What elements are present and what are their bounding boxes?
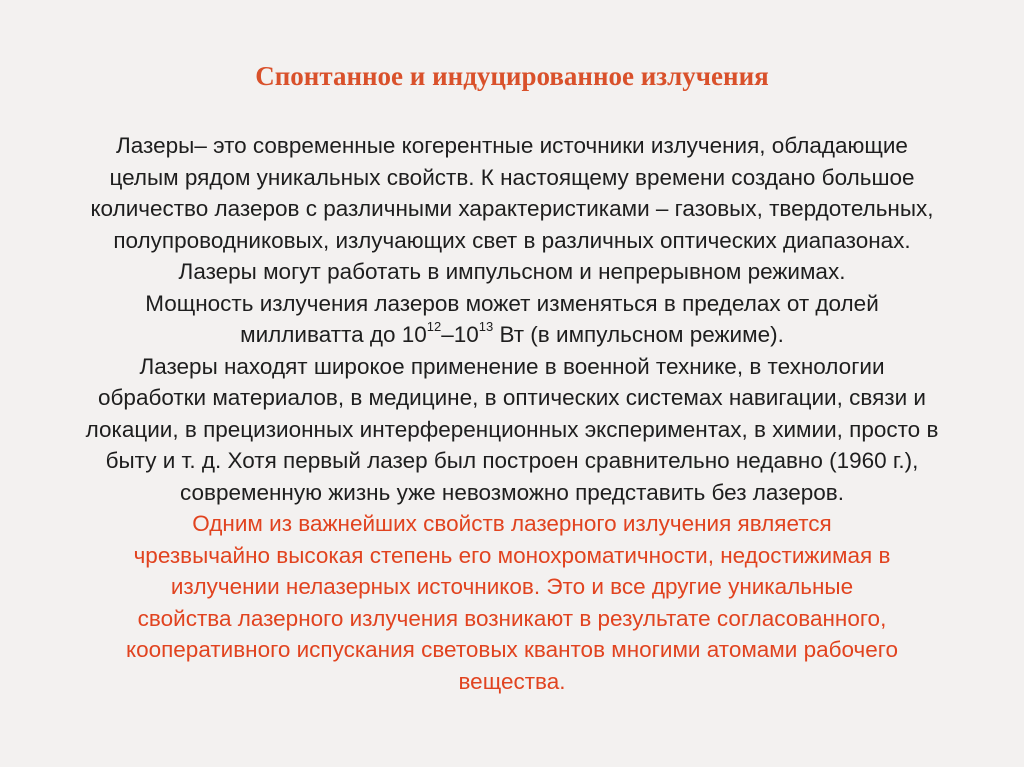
highlight-line: Одним из важнейших свойств лазерного излучения является <box>192 511 832 536</box>
body-line: количество лазеров с различными характеристиками – газовых, твердотельных, <box>90 196 934 221</box>
body-line: обработки материалов, в медицине, в оптических системах навигации, связи и <box>98 385 926 410</box>
body-line: Лазеры– это современные когерентные источники излучения, обладающие <box>116 133 908 158</box>
highlight-line: излучении нелазерных источников. Это и все другие уникальные <box>170 574 854 599</box>
slide-title: Спонтанное и индуцированное излучения <box>255 61 769 91</box>
body-line: Лазеры могут работать в импульсном и непрерывном режимах. <box>178 259 846 284</box>
highlight-line: чрезвычайно высокая степень его монохроматичности, недостижимая в <box>133 542 891 568</box>
body-line: Лазеры находят широкое применение в военной технике, в технологии <box>139 353 885 379</box>
highlight-line: кооперативного испускания световых квантов многими атомами рабочего <box>125 637 898 662</box>
power-exponent-high: 13 <box>478 318 494 334</box>
body-line: целым рядом уникальных свойств. К настоящему времени создано большое <box>109 164 915 190</box>
power-suffix: Вт (в импульсном режиме). <box>493 322 784 347</box>
power-prefix: милливатта до 10 <box>240 322 427 347</box>
body-line: локации, в прецизионных интерференционных экспериментах, в химии, просто в <box>85 416 939 442</box>
body-line: современную жизнь уже невозможно представить без лазеров. <box>180 479 844 505</box>
power-range-line <box>30 319 994 351</box>
highlight-line: свойства лазерного излучения возникают в результате согласованного, <box>137 605 887 631</box>
slide-body <box>30 130 994 697</box>
highlight-line: вещества. <box>458 668 566 694</box>
power-mid: –10 <box>441 322 479 347</box>
body-line: быту и т. д. Хотя первый лазер был построен сравнительно недавно (1960 г.), <box>105 448 919 473</box>
body-line: Мощность излучения лазеров может изменяться в пределах от долей <box>145 290 879 316</box>
power-exponent-low: 12 <box>426 318 442 334</box>
body-line: полупроводниковых, излучающих свет в различных оптических диапазонах. <box>113 227 911 253</box>
